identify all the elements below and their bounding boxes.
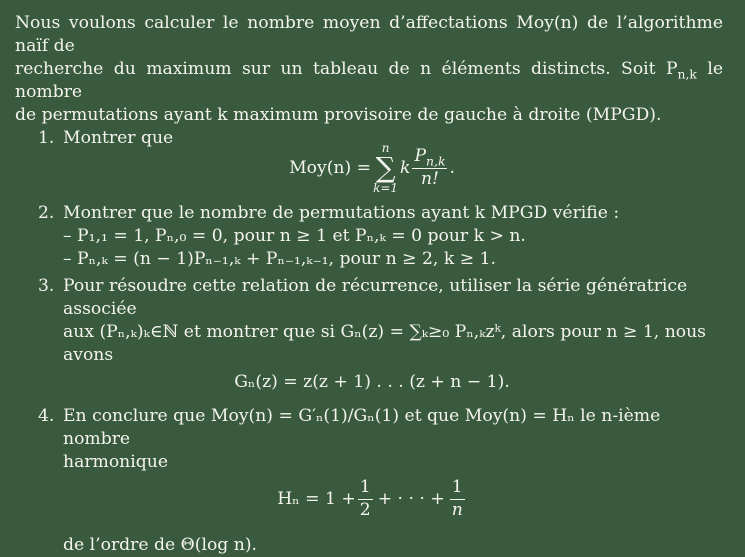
intro-line-2-end: le nombre: [15, 59, 723, 102]
fraction-numerator-p: P: [414, 145, 427, 166]
question-4-line-1: En conclure que Moy(n) = G′ₙ(1)/Gₙ(1) et que Moy(n) = Hₙ le n-ième nombre: [63, 406, 661, 449]
question-4-tail: [15, 534, 723, 557]
question-4-tail-text: de l’ordre de Θ(log n).: [63, 535, 257, 555]
fraction-one-over-n: [450, 478, 465, 521]
question-list: [15, 127, 723, 557]
intro-line-3: de permutations ayant k maximum provisoire de gauche à droite (MPGD).: [15, 105, 662, 125]
formula-harmonic: [0, 478, 723, 528]
fraction-one-over-n-denominator: n: [451, 499, 463, 520]
question-3-line-1: Pour résoudre cette relation de récurrence, utiliser la série génératrice associée: [63, 276, 688, 319]
fraction-p-over-nfact: [412, 147, 447, 190]
fraction-one-over-n-numerator: 1: [450, 478, 465, 500]
intro-line-2-subscript: n,k: [677, 67, 697, 82]
fraction-numerator-subscript: n,k: [426, 154, 446, 169]
question-3-line-3: avons: [63, 345, 114, 365]
summation-upper-limit: n: [381, 141, 390, 155]
intro-line-1: Nous voulons calculer le nombre moyen d’affectations Moy(n) de l’algorithme naïf de: [15, 13, 723, 56]
question-3-line-2: aux (Pₙ,ₖ)ₖ∈ℕ et montrer que si Gₙ(z) = ∑ₖ≥₀ Pₙ,ₖzᵏ, alors pour n ≥ 1, nous: [63, 322, 706, 342]
formula-moy-lhs: Moy(n) =: [289, 157, 372, 178]
formula-harmonic-lhs: Hₙ = 1 +: [277, 488, 356, 509]
summation-term-k: k: [400, 157, 411, 178]
question-2-text: Montrer que le nombre de permutations ayant k MPGD vérifie :: [63, 203, 620, 223]
fraction-one-half: [358, 478, 373, 521]
formula-moy-sum: [0, 142, 723, 200]
question-2-number: 2.: [38, 203, 55, 223]
question-2-case-1: – P₁,₁ = 1, Pₙ,₀ = 0, pour n ≥ 1 et Pₙ,ₖ = 0 pour k > n.: [63, 226, 526, 246]
fraction-one-half-numerator: 1: [358, 478, 373, 500]
question-1-number: 1.: [38, 128, 55, 148]
question-2: [15, 202, 723, 271]
question-1-text: Montrer que: [63, 128, 174, 148]
summation-lower-limit: k=1: [373, 181, 399, 195]
question-4-line-2: harmonique: [63, 452, 168, 472]
summation-symbol: ∑: [375, 151, 396, 184]
question-4-number: 4.: [38, 406, 55, 426]
fraction-denominator: n!: [420, 168, 439, 189]
intro-paragraph: [15, 12, 723, 127]
formula-harmonic-mid: + · · · +: [377, 488, 445, 509]
question-3-number: 3.: [38, 276, 55, 296]
question-3: [15, 275, 723, 367]
intro-line-2: [15, 58, 723, 104]
question-4: [15, 405, 723, 474]
question-1: [15, 127, 723, 150]
formula-harmonic-wrap: [277, 478, 467, 521]
formula-generating-function: Gₙ(z) = z(z + 1) . . . (z + n − 1).: [234, 372, 510, 392]
exercise-sheet: [15, 12, 723, 557]
fraction-one-half-denominator: 2: [359, 499, 371, 520]
question-2-case-2: – Pₙ,ₖ = (n − 1)Pₙ₋₁,ₖ + Pₙ₋₁,ₖ₋₁, pour n ≥ 2, k ≥ 1.: [63, 249, 496, 269]
formula-moy-end: .: [449, 157, 455, 178]
intro-line-2-text: recherche du maximum sur un tableau de n éléments distincts. Soit P: [15, 59, 678, 79]
